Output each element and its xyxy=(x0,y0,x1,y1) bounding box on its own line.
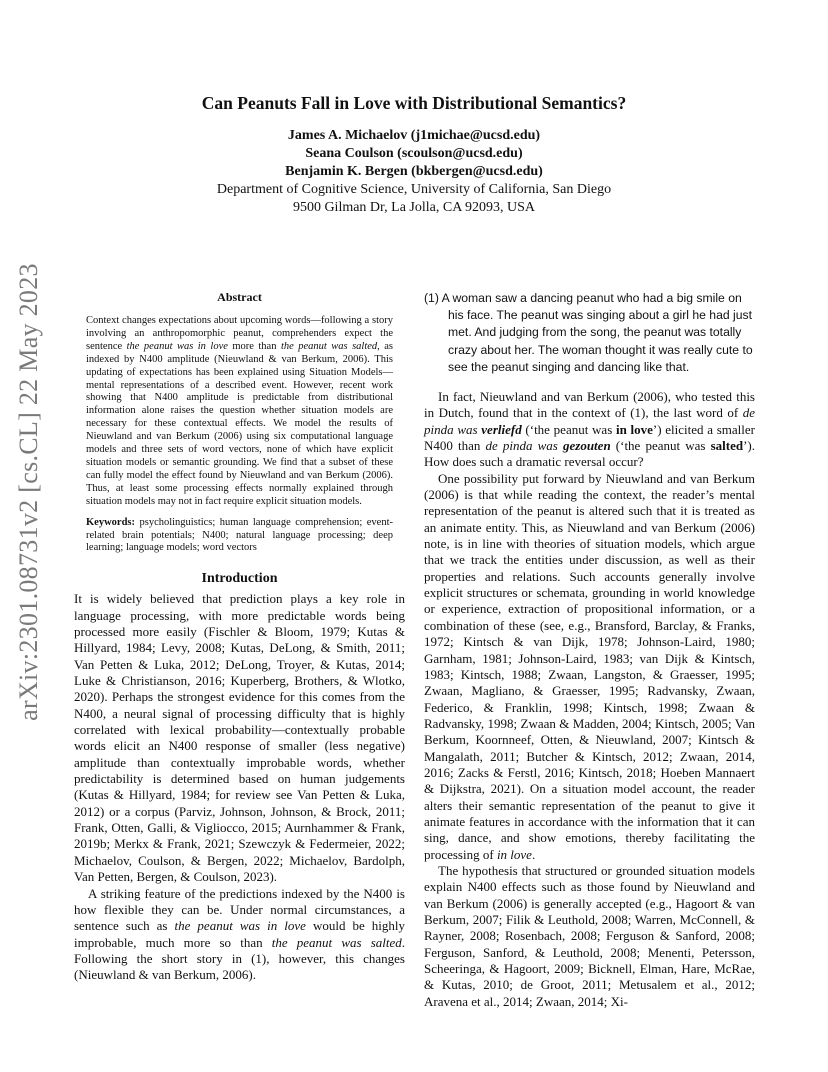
right-paragraph-3: The hypothesis that structured or grounded situation models explain N400 effects such as those found by Nieuwland and van Berkum (2006) is generally accepted (e.g., Hagoort & van Berkum, 2007; Filik & Leuthold, 2008; Warren, McConnell, & Rayner, 2008; Rosenbach, 2008; Ferguson & Sanford, 2008; Ferguson, Sanford, & Leuthold, 2008; Menenti, Petersson, Scheeringa, & Hagoort, 2009; Bicknell, Elman, Hare, McRae, & Kutas, 2010; de Groot, 2011; Metusalem et al., 2012; Aravena et al., 2014; Zwaan, 2014; Xi- xyxy=(424,862,755,1009)
example-1: (1) A woman saw a dancing peanut who had a big smile on his face. The peanut was singing about a girl he had just met. And judging from the song, the peanut was totally crazy about her. The woman thought it was really cute to see the peanut singing and dancing like that. xyxy=(424,291,753,374)
arxiv-stamp xyxy=(12,263,46,721)
paper-title: Can Peanuts Fall in Love with Distributional Semantics? xyxy=(201,93,627,113)
right-column xyxy=(424,290,755,1010)
right-paragraph-2: One possibility put forward by Nieuwland and van Berkum (2006) is that while reading the context, the reader’s mental representation of the peanut is altered such that it is treated as an animate entity. This, as Nieuwland and van Berkum (2006) note, is in line with theories of situation models, which argue that we track the entities under discussion, as well as their properties and relations. Such accounts generally involve explicit structures or schemata, grounding in world knowledge or experience, extraction of propositional information, or a combination of these (see, e.g., Bransford, Barclay, & Franks, 1972; Kintsch & van Dijk, 1978; Johnson-Laird, 1980; Garnham, 1981; Johnson-Laird, 1983; van Dijk & Kintsch, 1983; Kintsch, 1988; Zwaan, Langston, & Graesser, 1995; Zwaan, Magliano, & Graesser, 1995; Radvansky, Zwaan, Federico, & Franklin, 1998; Kintsch, 1998; Zwaan & Radvansky, 1998; Zwaan & Madden, 2004; Kintsch, 2005; Van Berkum, Koornneef, Otten, & Nieuwland, 2007; Kintsch & Mangalath, 2011; Butcher & Kintsch, 2012; Zwaan, 2014, 2016; Zacks & Ferstl, 2016; Kintsch, 2018; Hoeben Mannaert & Dijkstra, 2021). On a situation model account, the reader alters their semantic representation of the peanut to give it animate features in accordance with the information that it can sing, dance, and show emotions, thereby facilitating the processing of in love. xyxy=(424,470,755,862)
intro-paragraph-2: A striking feature of the predictions indexed by the N400 is how flexible they can be. Under normal circumstances, a sentence such as the peanut was in love would be highly improbable, much more so than the peanut was salted. Following the short story in (1), however, this changes (Nieuwland & van Berkum, 2006). xyxy=(74,885,405,983)
author-3: Benjamin K. Bergen (bkbergen@ucsd.edu) xyxy=(285,164,543,179)
author-2: Seana Coulson (scoulson@ucsd.edu) xyxy=(305,146,523,161)
author-1: James A. Michaelov (j1michae@ucsd.edu) xyxy=(287,128,541,143)
keywords-label: Keywords: xyxy=(86,516,135,528)
affiliation: Department of Cognitive Science, University of California, San Diego xyxy=(216,182,612,197)
arxiv-stamp-text: arXiv:2301.08731v2 [cs.CL] 22 May 2023 xyxy=(14,263,43,721)
abstract-text: Context changes expectations about upcoming words—following a story involving an anthropomorphic peanut, comprehenders expect the sentence the peanut was in love more than the peanut was salted, as indexed by N400 amplitude (Nieuwland & van Berkum, 2006). This updating of expectations has been explained using Situation Models—mental representations of a described event. However, recent work showing that N400 amplitude is predictable from distributional information alone raises the question whether situation models are necessary for these contextual effects. We model the results of Nieuwland and van Berkum (2006) using six computational language models and three sets of word vectors, none of which have explicit situation models or semantic grounding. We find that a subset of these can fully model the effect found by Nieuwland and van Berkum (2006). Thus, at least some processing effects normally explained through situation models may not in fact require explicit situation models. xyxy=(86,315,394,507)
right-paragraph-1: In fact, Nieuwland and van Berkum (2006), who tested this in Dutch, found that in the context of (1), the last word of de pinda was verliefd (‘the peanut was in love’) elicited a smaller N400 than de pinda was gezouten (‘the peanut was salted’). How does such a dramatic reversal occur? xyxy=(424,389,755,470)
intro-paragraph-1: It is widely believed that prediction plays a key role in language processing, with more predictable words being processed more easily (Fischler & Bloom, 1979; Kutas & Hillyard, 1984; Levy, 2008; Kutas, DeLong, & Smith, 2011; Van Petten & Luka, 2012; DeLong, Troyer, & Kutas, 2014; Luke & Christianson, 2016; Kuperberg, Brothers, & Wlotko, 2020). Perhaps the strongest evidence for this comes from the N400, a neural signal of processing difficulty that is highly correlated with lexical probability—contextually probable words elicit an N400 response of smaller (less negative) amplitude than contextually improbable words, whether predictability is determined based on human judgements (Kutas & Hillyard, 1984; for review see Van Petten & Luka, 2012) or a corpus (Parviz, Johnson, Johnson, & Brock, 2011; Frank, Otten, Galli, & Vigliocco, 2015; Aurnhammer & Frank, 2019b; Merkx & Frank, 2021; Szewczyk & Federmeier, 2022; Michaelov, Coulson, & Bergen, 2022; Michaelov, Bardolph, Van Petten, Bergen, & Coulson, 2023). xyxy=(74,591,405,885)
address: 9500 Gilman Dr, La Jolla, CA 92093, USA xyxy=(292,200,536,215)
keywords: Keywords: psycholinguistics; human language comprehension; event-related brain potentials; N400; natural language processing; deep learning; language models; word vectors xyxy=(86,516,393,554)
introduction-heading: Introduction xyxy=(201,571,278,587)
left-column xyxy=(74,290,405,984)
author-block xyxy=(74,127,754,217)
abstract-heading: Abstract xyxy=(217,290,262,304)
